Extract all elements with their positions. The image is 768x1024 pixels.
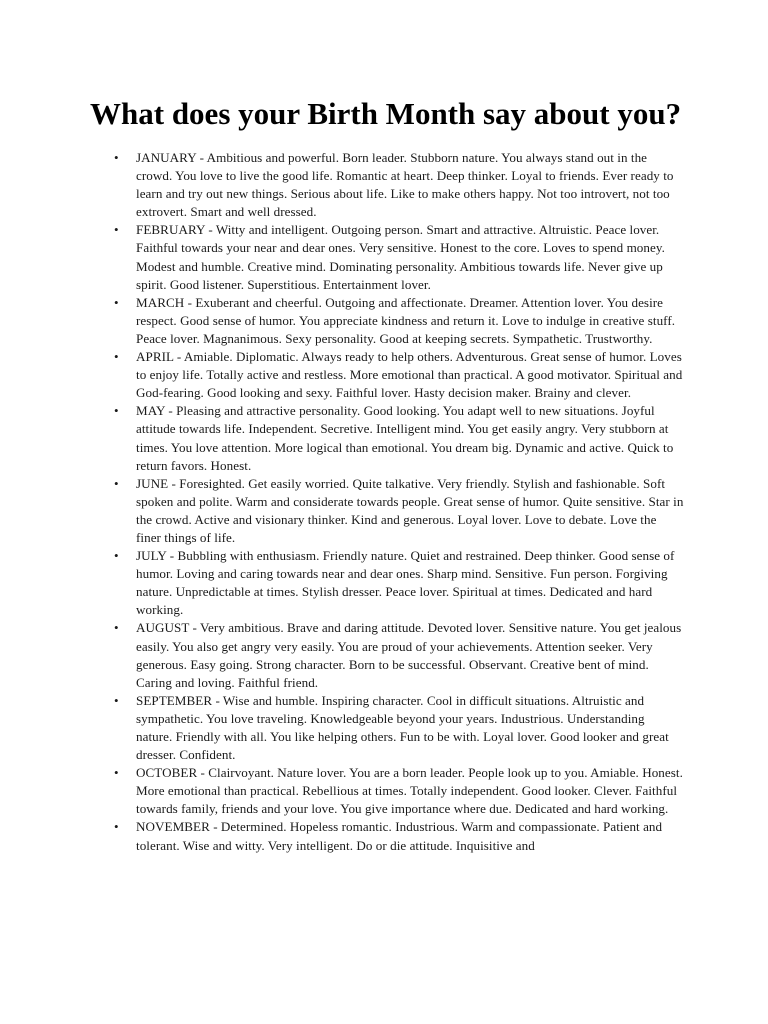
bullet-icon: • — [114, 294, 119, 310]
list-item-may — [114, 402, 684, 474]
bullet-icon: • — [114, 819, 119, 835]
list-item-june — [114, 475, 684, 547]
list-item-august — [114, 619, 684, 691]
bullet-icon: • — [114, 150, 119, 165]
october-text: OCTOBER - Clairvoyant. Nature lover. You are a born leader. People look up to you. Amiable. Honest. More emotional than practical. Rebellious at times. Totally independent. Good looker. Clever. Faithful towards family, friends and your love. You give importance where due. Dedicated and hard working. — [136, 765, 683, 817]
bullet-icon: • — [114, 222, 119, 238]
bullet-icon: • — [114, 692, 119, 708]
list-item-september — [114, 692, 684, 764]
bullet-icon: • — [114, 548, 119, 564]
june-text: JUNE - Foresighted. Get easily worried. Quite talkative. Very friendly. Stylish and fashionable. Soft spoken and polite. Warm and considerate towards people. Great sense of humor. Quite sensitive. Star in the crowd. Active and visionary thinker. Kind and generous. Loyal lover. Love to debate. Love the finer things of life. — [136, 475, 684, 545]
bullet-icon: • — [114, 349, 119, 365]
birth-month-list — [114, 149, 684, 855]
july-text: JULY - Bubbling with enthusiasm. Friendly nature. Quiet and restrained. Deep thinker. Good sense of humor. Loving and caring towards near and dear ones. Sharp mind. Sensitive. Fun person. Forgiving nature. Unpredictable at times. Stylish dresser. Peace lover. Spiritual at times. Dedicated and hard working. — [136, 548, 675, 618]
list-item-february — [114, 221, 684, 293]
bullet-icon: • — [114, 620, 119, 636]
april-text: APRIL - Amiable. Diplomatic. Always ready to help others. Adventurous. Great sense of humor. Loves to enjoy life. Totally active and restless. More emotional than practical. A good motivator. Spiritual and God-fearing. Good looking and sexy. Faithful lover. Hasty decision maker. Brainy and clever. — [136, 349, 683, 401]
february-text: FEBRUARY - Witty and intelligent. Outgoing person. Smart and attractive. Altruistic. Peace lover. Faithful towards your near and dear ones. Very sensitive. Honest to the core. Loves to spend money. Modest and humble. Creative mind. Dominating personality. Ambitious towards life. Never give up spirit. Good listener. Superstitious. Entertainment lover. — [136, 222, 665, 292]
november-text: NOVEMBER - Determined. Hopeless romantic. Industrious. Warm and compassionate. Patient and tolerant. Wise and witty. Very intelligent. Do or die attitude. Inquisitive and — [136, 819, 663, 853]
list-item-january — [114, 149, 684, 221]
bullet-icon: • — [114, 765, 119, 781]
september-text: SEPTEMBER - Wise and humble. Inspiring character. Cool in difficult situations. Altruistic and sympathetic. You love traveling. Knowledgeable beyond your years. Industrious. Understanding nature. Friendly with all. You like helping others. Fun to be with. Loyal lover. Good looker and great dresser. Confident. — [136, 692, 669, 763]
list-item-november — [114, 818, 684, 854]
list-item-march — [114, 294, 684, 348]
list-item-october — [114, 764, 684, 818]
january-text: JANUARY - Ambitious and powerful. Born leader. Stubborn nature. You always stand out in the crowd. You love to live the good life. Romantic at heart. Deep thinker. Loyal to friends. Ever ready to learn and try out new things. Serious about life. Like to make others happy. Not too introvert, not too extrovert. Smart and well dressed. — [136, 150, 674, 220]
bullet-icon: • — [114, 475, 119, 491]
page-title: What does your Birth Month say about you? — [90, 96, 682, 131]
bullet-icon: • — [114, 403, 119, 419]
list-item-april — [114, 348, 684, 402]
march-text: MARCH - Exuberant and cheerful. Outgoing and affectionate. Dreamer. Attention lover. You desire respect. Good sense of humor. You appreciate kindness and return it. Love to indulge in creative stuff. Peace lover. Magnanimous. Sexy personality. Good at keeping secrets. Sympathetic. Trustworthy. — [136, 294, 676, 346]
list-item-july — [114, 547, 684, 619]
may-text: MAY - Pleasing and attractive personality. Good looking. You adapt well to new situations. Joyful attitude towards life. Independent. Secretive. Intelligent mind. You get easily angry. Very stubborn at times. You love attention. More logical than emotional. You dream big. Dynamic and active. Quick to return favors. Honest. — [136, 403, 674, 473]
august-text: AUGUST - Very ambitious. Brave and daring attitude. Devoted lover. Sensitive nature. You get jealous easily. You also get angry very easily. You are proud of your achievements. Attention seeker. Very generous. Easy going. Strong character. Born to be successful. Observant. Creative bent of mind. Caring and loving. Faithful friend. — [136, 620, 682, 690]
